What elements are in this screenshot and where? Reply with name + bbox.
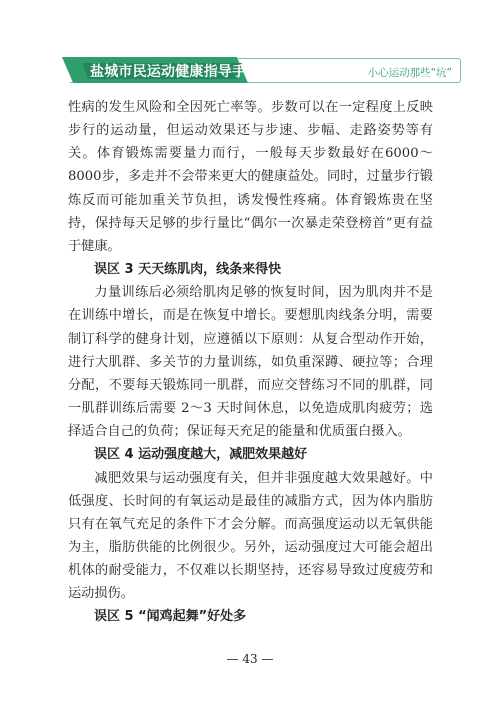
book-title: 盐城市民运动健康指导手册: [90, 64, 261, 80]
section-heading-4: 误区 4 运动强度越大，减肥效果越好: [94, 447, 308, 463]
page-body: [68, 96, 433, 629]
section-heading-5: 误区 5 “闻鸡起舞”好处多: [94, 609, 247, 625]
page-header: [0, 52, 500, 92]
paragraph-continued: 性病的发生风险和全因死亡率等。步数可以在一定程度上反映步行的运动量，但运动效果还与步速、步幅、走路姿势等有关。体育锻炼需要量力而行，一般每天步数最好在6000～8000步，多走并不会带来更大的健康益处。同时，过量步行锻炼反而可能加重关节负担，诱发慢性疼痛。体育锻炼贵在坚持，保持每天足够的步行量比“偶尔一次暴走荣登榜首”更有益于健康。: [68, 100, 433, 254]
chapter-title: 小心运动那些“坑”: [367, 67, 452, 79]
paragraph-strength-training: 力量训练后必须给肌肉足够的恢复时间，因为肌肉并不是在训练中增长，而是在恢复中增长。要想肌肉线条分明，需要制订科学的健身计划，应遵循以下原则：从复合型动作开始，进行大肌群、多关节的力量训练，如负重深蹲、硬拉等；合理分配，不要每天锻炼同一肌群，而应交替练习不同的肌群，同一肌群训练后需要 2～3 天时间休息，以免造成肌肉疲劳；选择适合自己的负荷；保证每天充足的能量和优质蛋白摄入。: [68, 285, 433, 440]
paragraph-exercise-intensity: 减肥效果与运动强度有关，但并非强度越大效果越好。中低强度、长时间的有氧运动是最佳的减脂方式，因为体内脂肪只有在氧气充足的条件下才会分解。而高强度运动以无氧供能为主，脂肪供能的比例很少。另外，运动强度过大可能会超出机体的耐受能力，不仅难以长期坚持，还容易导致过度疲劳和运动损伤。: [68, 470, 433, 602]
section-heading-3: 误区 3 天天练肌肉，线条来得快: [94, 262, 282, 278]
page-number: — 43 —: [226, 652, 274, 666]
